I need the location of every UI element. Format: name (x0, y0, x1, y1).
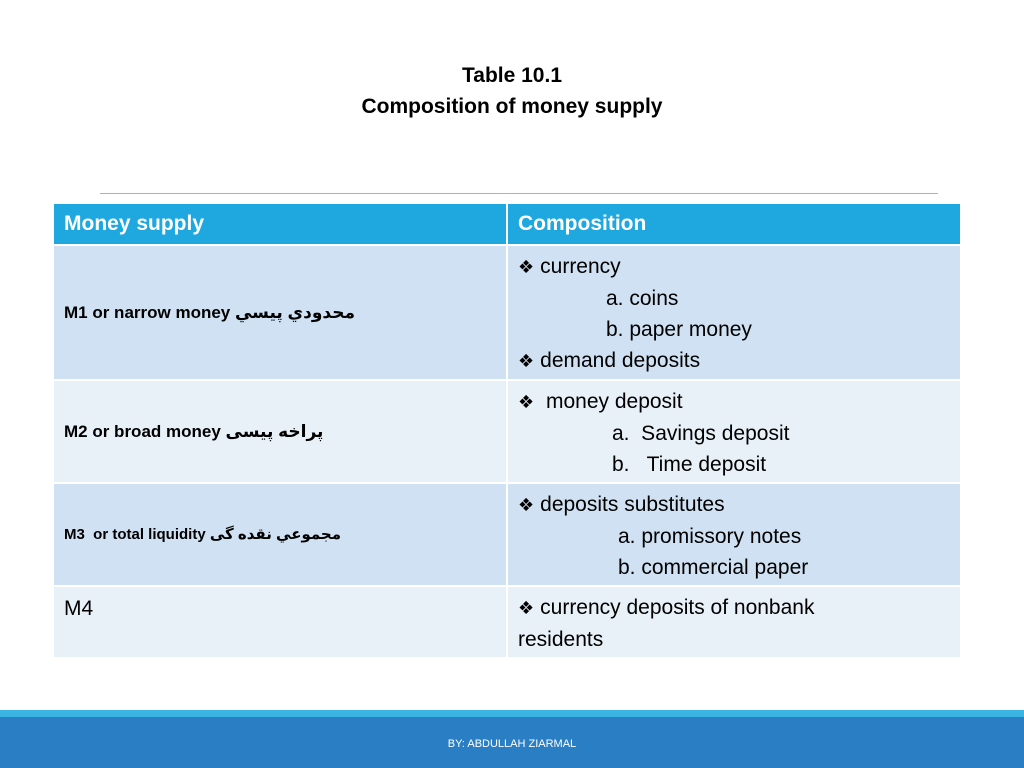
money-supply-cell (53, 586, 507, 658)
composition-item: ❖ demand deposits (518, 349, 701, 372)
money-supply-label: M4 (64, 597, 94, 620)
composition-cell (507, 483, 961, 586)
composition-subitem: b. commercial paper (618, 556, 809, 579)
composition-cell (507, 245, 961, 380)
diamond-bullet-icon: ❖ (518, 598, 535, 619)
composition-item: ❖ deposits substitutes (518, 493, 725, 516)
composition-cell (507, 380, 961, 483)
title-divider (100, 193, 938, 194)
money-supply-cell (53, 245, 507, 380)
money-supply-label: M3 or total liquidity مجموعي نقده گی (64, 526, 342, 543)
column-header-money-supply: Money supply (53, 204, 507, 245)
table-row (53, 483, 961, 586)
column-header-composition: Composition (507, 204, 961, 245)
table-caption: Composition of money supply (361, 95, 663, 118)
money-supply-cell (53, 380, 507, 483)
composition-subitem: b. Time deposit (612, 453, 767, 476)
composition-subitem: a. Savings deposit (612, 422, 790, 445)
composition-item: ❖ currency deposits of nonbank (518, 596, 815, 619)
slide-title (0, 60, 1024, 122)
table-row (53, 586, 961, 658)
money-supply-label: M1 or narrow money محدودي پیسي (64, 302, 355, 322)
composition-subitem: a. promissory notes (618, 525, 802, 548)
composition-item: ❖ money deposit (518, 390, 683, 413)
money-supply-table (52, 204, 962, 659)
diamond-bullet-icon: ❖ (518, 495, 535, 516)
composition-item: ❖ currency (518, 255, 621, 278)
composition-subitem: b. paper money (606, 318, 752, 341)
composition-item-continuation: residents (518, 628, 604, 651)
diamond-bullet-icon: ❖ (518, 351, 535, 372)
diamond-bullet-icon: ❖ (518, 257, 535, 278)
table-row (53, 380, 961, 483)
diamond-bullet-icon: ❖ (518, 392, 535, 413)
composition-cell (507, 586, 961, 658)
table-header-row (53, 204, 961, 245)
footer-accent-strip (0, 710, 1024, 717)
table-row (53, 245, 961, 380)
money-supply-label: M2 or broad money پراخه پیسی (64, 421, 324, 441)
composition-subitem: a. coins (606, 287, 679, 310)
table-number: Table 10.1 (462, 64, 562, 87)
money-supply-cell (53, 483, 507, 586)
footer-credit: BY: ABDULLAH ZIARMAL (447, 738, 577, 750)
